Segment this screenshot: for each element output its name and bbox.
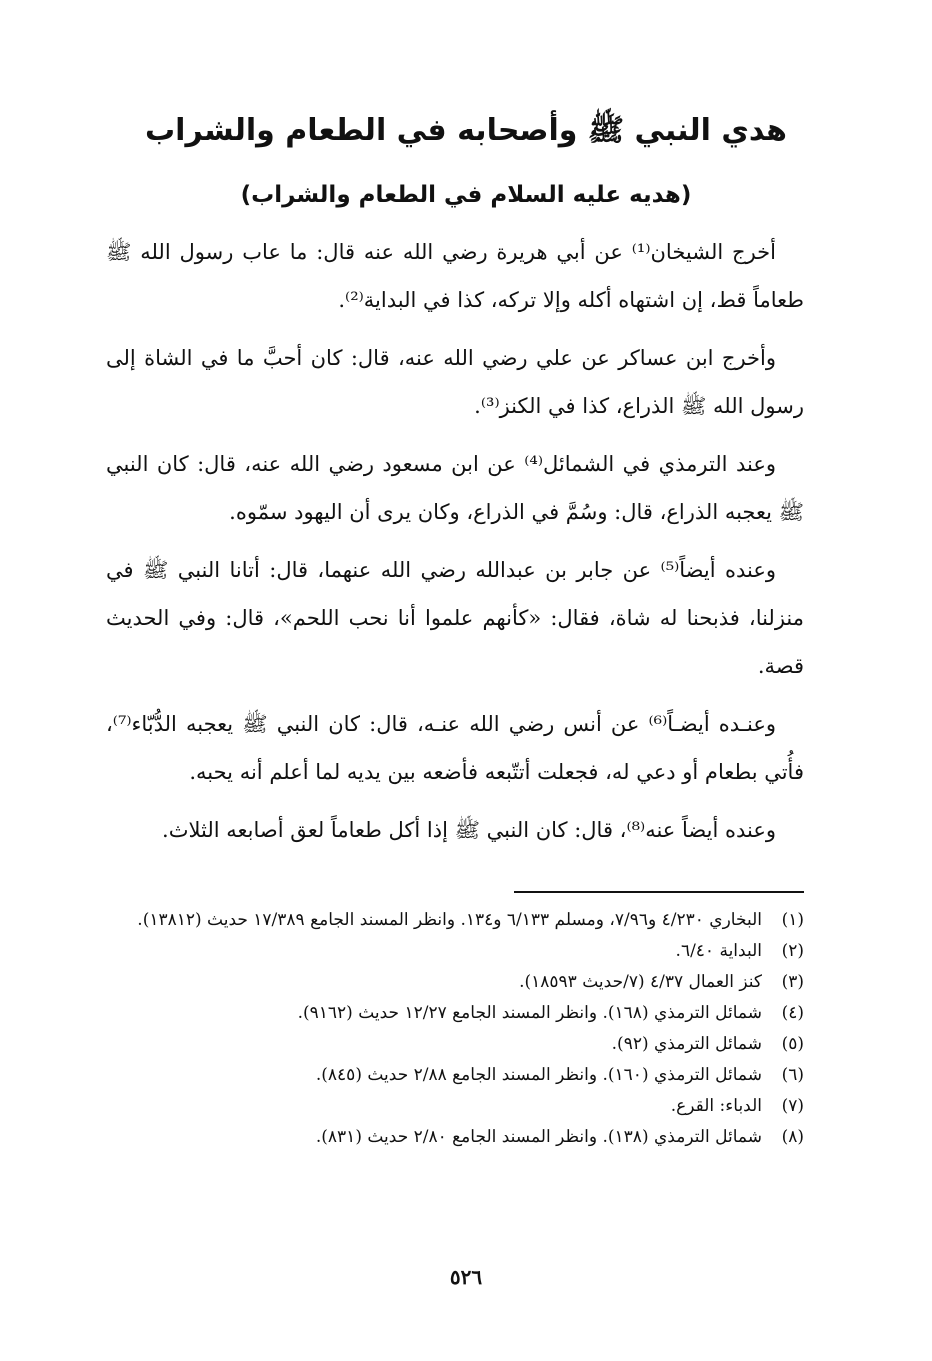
paragraph: وأخرج ابن عساكر عن علي رضي الله عنه، قال: كان أحبَّ ما في الشاة إلى رسول الله ﷺ الذراع، كذا في الكنز⁽³⁾.: [106, 346, 804, 418]
paragraph: وعنده أيضاً⁽⁵⁾ عن جابر بن عبدالله رضي الله عنهما، قال: أتانا النبي ﷺ في منزلنا، فذبحنا له شاة، فقال: «كأنهم علموا أنا نحب اللحم»، قال: وفي الحديث قصة.: [106, 558, 804, 678]
footnote-text: شمائل الترمذي (١٦٠). وانظر المسند الجامع ٢/٨٨ حديث (٨٤٥).: [315, 1065, 762, 1085]
paragraph: وعند الترمذي في الشمائل⁽⁴⁾ عن ابن مسعود رضي الله عنه، قال: كان النبي ﷺ يعجبه الذراع، قال: وسُمَّ في الذراع، وكان يرى أن اليهود سمّوه.: [106, 452, 804, 524]
footnote-number: (٥): [781, 1034, 804, 1054]
footnote: [100, 905, 804, 936]
paragraph: أخرج الشيخان⁽¹⁾ عن أبي هريرة رضي الله عنه قال: ما عاب رسول الله ﷺ طعاماً قط، إن اشتهاه أكله وإلا تركه، كذا في البداية⁽²⁾.: [106, 240, 804, 312]
footnote: [100, 1091, 804, 1122]
paragraph: وعنده أيضاً عنه⁽⁸⁾، قال: كان النبي ﷺ إذا أكل طعاماً لعق أصابعه الثلاث.: [162, 818, 776, 842]
page-number: ٥٢٦: [449, 1265, 483, 1289]
footnotes-list: [100, 905, 804, 1153]
footnote: [100, 1122, 804, 1153]
footnote-number: (٨): [781, 1127, 804, 1147]
section-subtitle: (هديه عليه السلام في الطعام والشراب): [240, 182, 692, 208]
footnote-text: الدباء: القرع.: [670, 1096, 762, 1116]
footnote-number: (٧): [781, 1096, 804, 1116]
footnote: [100, 967, 804, 998]
footnote-text: شمائل الترمذي (١٦٨). وانظر المسند الجامع ١٢/٢٧ حديث (٩١٦٢).: [297, 1003, 762, 1023]
footnote-number: (٣): [781, 972, 804, 992]
footnote-text: شمائل الترمذي (٩٢).: [611, 1034, 762, 1054]
footnote: [100, 936, 804, 967]
footnote-text: البخاري ٤/٢٣٠ و٧/٩٦، ومسلم ٦/١٣٣ و١٣٤. وانظر المسند الجامع ١٧/٣٨٩ حديث (١٣٨١٢).: [137, 910, 762, 930]
footnote: [100, 1060, 804, 1091]
footnote-number: (٤): [781, 1003, 804, 1023]
footnote-divider: [514, 891, 804, 893]
paragraph: وعنـده أيضـاً⁽⁶⁾ عن أنس رضي الله عنـه، قال: كان النبي ﷺ يعجبه الدُّبّاء⁽⁷⁾، فأُتي بطعام أو دعي له، فجعلت أتتّبعه فأضعه بين يديه لما أعلم أنه يحبه.: [106, 712, 804, 784]
footnote-number: (١): [781, 910, 804, 930]
footnote-text: شمائل الترمذي (١٣٨). وانظر المسند الجامع ٢/٨٠ حديث (٨٣١).: [315, 1127, 762, 1147]
body-text: [106, 228, 804, 864]
footnote-number: (٢): [781, 941, 804, 961]
page-title: هدي النبي ﷺ وأصحابه في الطعام والشراب: [145, 113, 787, 148]
footnote-number: (٦): [781, 1065, 804, 1085]
footnote-text: البداية ٦/٤٠.: [675, 941, 762, 961]
footnote: [100, 998, 804, 1029]
footnote-text: كنز العمال ٤/٣٧ (٧/حديث ١٨٥٩٣).: [519, 972, 762, 992]
footnote: [100, 1029, 804, 1060]
